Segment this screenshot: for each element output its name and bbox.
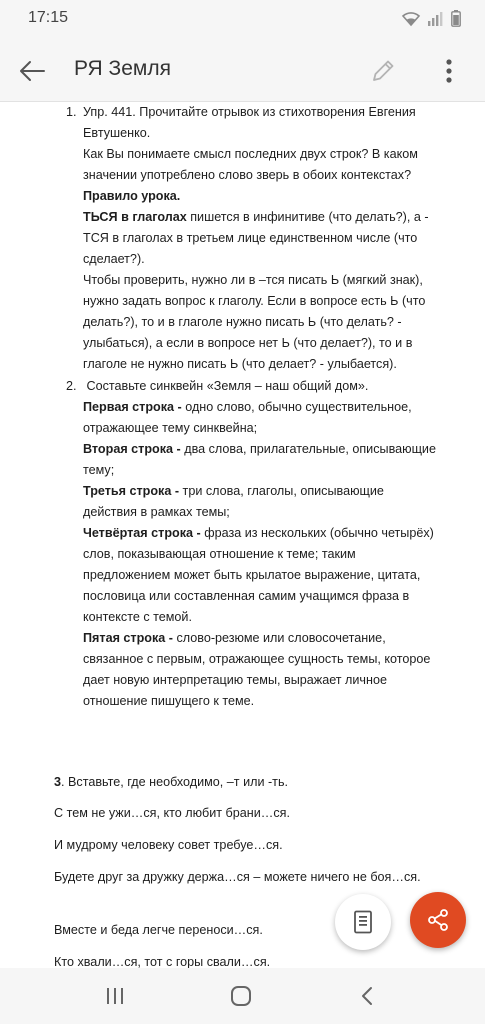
home-icon [230, 985, 252, 1007]
back-button[interactable] [14, 54, 50, 88]
sentence-item: И мудрому человеку совет требуе…ся. [54, 838, 283, 852]
list-item-2 [66, 376, 436, 712]
exercise-3-title: 3. Вставьте, где необходимо, –т или -ть. [54, 775, 289, 789]
list-number: 1. [66, 105, 77, 119]
cinquain-line-4: Четвёртая строка - фраза из нескольких (обычно четырёх) слов, показывающая отношение к теме; таким предложением может быть крылатое выражение, цитата, пословица или составленная самим учащимся фраза в контексте с темой. [83, 526, 434, 624]
sentence-item: Будете друг за дружку держа…ся – можете ничего не боя…ся. [54, 870, 421, 884]
exercise-title: Составьте синквейн «Земля – наш общий дом». [86, 379, 369, 393]
rule-text: ТЬСЯ в глаголах пишется в инфинитиве (что делать?), а - ТСЯ в глаголах в третьем лице единственном числе (что сделает?). [83, 210, 429, 266]
chevron-left-icon [360, 986, 374, 1006]
cinquain-line-2: Вторая строка - два слова, прилагательные, описывающие тему; [83, 442, 436, 477]
nav-back-button[interactable] [350, 980, 384, 1012]
check-text: Чтобы проверить, нужно ли в –тся писать Ь (мягкий знак), нужно задать вопрос к глаголу. Если в вопросе есть Ь (что делать?), то и в глаголе нужно писать Ь (что делать? - улыбаться), а если в вопросе нет Ь (что делает?), то и в глаголе не нужно писать Ь (что делает? - улыбается). [83, 273, 426, 371]
list-item-1 [66, 102, 436, 375]
app-bar [0, 40, 485, 102]
more-options-button[interactable] [436, 54, 462, 88]
document-icon [353, 910, 373, 934]
arrow-left-icon [18, 60, 46, 82]
rule-heading: Правило урока. [83, 189, 181, 203]
cinquain-line-1: Первая строка - одно слово, обычно существительное, отражающее тему синквейна; [83, 400, 412, 435]
battery-icon [451, 10, 461, 27]
numbered-list [66, 102, 436, 712]
share-button[interactable] [410, 892, 466, 948]
cinquain-line-5: Пятая строка - слово-резюме или словосочетание, связанное с первым, отражающее сущность темы, которое дает новую интерпретацию темы, выражает личное отношение пишущего к теме. [83, 631, 431, 708]
cinquain-line-3: Третья строка - три слова, глаголы, описывающие действия в рамках темы; [83, 484, 384, 519]
sentence-item: Вместе и беда легче переноси…ся. [54, 923, 263, 937]
sentence-item: С тем не ужи…ся, кто любит брани…ся. [54, 806, 290, 820]
recents-icon [105, 987, 125, 1005]
exercise-title: Упр. 441. Прочитайте отрывок из стихотворения Евгения Евтушенко. [83, 105, 416, 140]
edit-button[interactable] [366, 54, 400, 88]
status-bar [0, 0, 485, 40]
system-nav-bar [0, 968, 485, 1024]
exercise-question: Как Вы понимаете смысл последних двух строк? В каком значении употреблено слово зверь в обоих контекстах? [83, 147, 418, 182]
pencil-icon [369, 57, 397, 85]
home-button[interactable] [224, 980, 258, 1012]
page-title: РЯ Земля [74, 57, 171, 80]
wifi-icon [401, 11, 421, 27]
sentence-item: Кто хвали…ся, тот с горы свали…ся. [54, 955, 271, 968]
share-icon [426, 908, 450, 932]
recents-button[interactable] [98, 980, 132, 1012]
signal-icon [427, 11, 445, 27]
more-vert-icon [445, 58, 453, 84]
document-content[interactable] [0, 102, 485, 968]
document-view-button[interactable] [335, 894, 391, 950]
status-icons [401, 10, 461, 27]
status-time: 17:15 [28, 9, 69, 26]
list-number: 2. [66, 379, 77, 393]
